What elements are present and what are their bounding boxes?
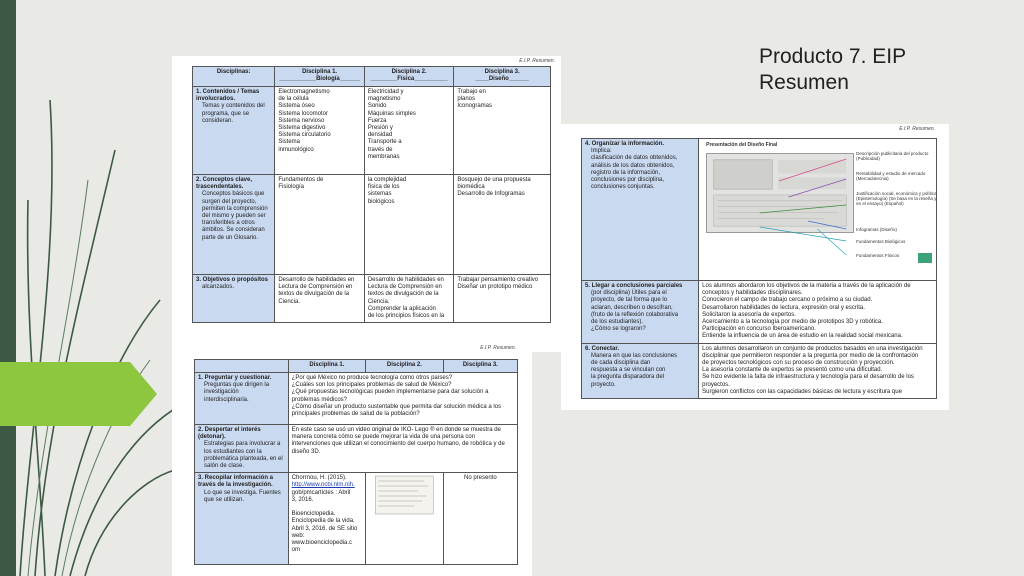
row-head-sub: conclusiones por disciplina, (591, 177, 665, 184)
row-head-sub: proyecto. (591, 381, 616, 388)
row-head-sub: registro de la información, (591, 169, 661, 176)
row-head-sub: alcanzados. (202, 284, 235, 291)
row-head-sub: de los estudiantes). (591, 319, 644, 326)
doc3-row-5 (582, 281, 937, 344)
row-head-title: 3. Recopilar información a través de la investigación. (198, 475, 274, 489)
cell-line (292, 504, 363, 511)
row-head-sub: Manera en que las conclusiones (591, 352, 678, 359)
doc1-row-1-c1 (275, 87, 365, 175)
cell-line: proyectos. (702, 381, 730, 388)
cell-line: gob/pmcarticles : Abril (291, 489, 351, 496)
doc2-header-row (195, 360, 518, 373)
doc1-row-1 (193, 87, 551, 175)
cell-line: Bosquejo de una propuesta (457, 177, 531, 183)
doc3-row-6 (582, 343, 937, 398)
row-head-title: 5. Llegar a conclusiones parciales (585, 283, 683, 289)
doc2-row-2-head (195, 425, 289, 473)
cell-line: ¿Cuáles son los principales problemas de salud de México? (291, 382, 452, 389)
cell-line: la complejidad (367, 177, 407, 183)
cell-line: Electromagnetismo (278, 89, 330, 95)
cell-line: Bioenciclopedia. (291, 511, 336, 518)
row-head-sub: Temas y contenidos del programa, que se consideran. (202, 103, 265, 124)
cell-line: física de los (367, 184, 400, 191)
cell-line: sistemas (367, 191, 392, 198)
cell-line: 3, 2016. (291, 496, 314, 503)
row-head-sub: la pregunta disparadora del (591, 374, 665, 381)
cell-line: Iconogramas (457, 103, 493, 110)
doc3-row-4-head (582, 139, 699, 281)
doc2-row-3 (195, 473, 518, 565)
cell-line: densidad (367, 132, 393, 139)
row-head-sub: Lo que se investiga. Fuentes que se utilizan. (204, 489, 281, 503)
annotation-publicity: Descripción publicitaria del producto (Publicidad) (856, 151, 929, 161)
cell-line: Solicitaron la asesoría de expertos. (702, 311, 796, 318)
cell-line: Participación en concurso Iberoamericano. (702, 326, 816, 333)
doc2-row-1-body (288, 373, 517, 425)
row-head-sub: análisis de los datos obtenidos, (591, 162, 675, 169)
cell-line: Lectura de Comprensión en (367, 284, 442, 291)
cell-line: Trabajar pensamiento creativo (457, 277, 539, 283)
row-head-sub: (fruto de la reflexión colaborativa (591, 311, 679, 318)
doc1-col-head-0: Disciplinas: (193, 67, 275, 87)
cell-line: Los alumnos desarrollaron un conjunto de productos basados en una investigación (702, 345, 923, 352)
cell-line: conceptos y habilidades disciplinares. (702, 290, 803, 297)
doc2-col-head-3: Disciplina 3. (443, 360, 517, 373)
doc2-col-head-1: Disciplina 1. (288, 360, 366, 373)
doc1-row-2-c1 (275, 175, 365, 275)
cell-line: Sistema (278, 139, 301, 146)
doc1-row-3-head (193, 275, 275, 323)
cell-line: Lectura de Comprensión en (278, 284, 353, 291)
document-page-3 (561, 124, 949, 410)
cell-line: de proyectos tecnológicos con su proceso de construcción y proyección. (702, 360, 895, 367)
slide-title-line2: Resumen (759, 71, 849, 94)
doc2-row-1 (195, 373, 518, 425)
annotation-physics: Fundamentos Físicos (856, 253, 900, 258)
doc1-row-1-c2 (364, 87, 454, 175)
cell-line: inmunológico (278, 146, 314, 153)
doc3-row-4-image-cell (699, 139, 937, 281)
grass-decoration (0, 0, 200, 576)
row-head-title: 3. Objetivos o propósitos (196, 277, 269, 283)
doc1-header-note: E.I.P. Resumen. (519, 58, 555, 64)
row-head-sub: de cada disciplina dan (591, 360, 651, 367)
doc1-col-head-1: Disciplina 1. ___________Biología______ (275, 67, 365, 87)
cell-line: Transporte a (367, 139, 402, 146)
cell-line: ¿Qué propuestas tecnológicas pueden implementarse para dar solución a (291, 389, 489, 396)
doc2-col-head-2: Disciplina 2. (366, 360, 444, 373)
doc2-row-3-c3 (443, 473, 517, 565)
row-head-title: 1. Contenidos / Temas involucrados. (196, 89, 260, 103)
row-head-title: 1. Preguntar y cuestionar. (198, 375, 272, 381)
doc3-row-6-body (699, 343, 937, 398)
annotation-marketing: Rentabilidad y estudio de mercado (Mercadotecnia) (856, 171, 926, 181)
cell-line: ¿Por qué México no produce tecnología como otros países? (291, 375, 453, 381)
doc1-table (192, 66, 551, 323)
doc3-table (581, 138, 937, 399)
cell-line: Surgieron conflictos con las capacidades básicas de lectura y escritura que (702, 388, 902, 395)
doc2-table (194, 359, 518, 565)
row-head-sub: Estrategias para involucrar a los estudiantes con la problemática planteada, en el salón de clase. (204, 441, 283, 470)
doc2-row-2 (195, 425, 518, 473)
cell-line: En este caso se usó un video original de IKO- Lego ® en donde se muestra de (291, 427, 501, 433)
cell-line: diseño 3D. (291, 448, 321, 455)
cell-line: Electricidad y (367, 89, 404, 95)
doc1-col-head-2: Disciplina 2. ________Física__________ (364, 67, 454, 87)
cell-line: Desarrollo de habilidades en (278, 277, 355, 283)
cell-line: biomédica (457, 184, 485, 191)
cell-line: Desarrollaron habilidades de lectura, expresión oral y escrita. (702, 304, 865, 311)
cell-line: través de (367, 146, 393, 153)
doc1-row-2 (193, 175, 551, 275)
cell-line: manera concreta cómo se puede mejorar la vida de una persona con (291, 434, 476, 441)
cell-line: Fisiología (278, 184, 305, 191)
row-head-sub: Preguntas que dirigen la investigación interdisciplinaria. (204, 382, 270, 403)
row-head-sub: conclusiones conjuntas. (591, 184, 655, 191)
cell-line: membranas (367, 153, 400, 160)
cell-line: Ciencia. (278, 298, 301, 305)
row-head-sub: aclaran, describen o descifran, (591, 304, 673, 311)
cell-line: web: (291, 532, 305, 539)
cell-line: Desarrollo de habilidades en (367, 277, 444, 283)
green-arrow-shape (0, 362, 157, 426)
doc3-row-6-head (582, 343, 699, 398)
cell-line: planos (457, 96, 476, 103)
doc1-row-3-c3 (454, 275, 551, 323)
cell-line: Los alumnos abordaron los objetivos de la materia a través de la aplicación de (702, 283, 911, 289)
document-page-1 (172, 56, 561, 352)
scanned-notes-thumbnail (369, 475, 440, 515)
doc3-row-5-head (582, 281, 699, 344)
cell-line: ¿Cómo diseñar un producto sustentable que permita dar solución médica a los (291, 403, 502, 410)
doc2-col-head-0 (195, 360, 289, 373)
small-logo (918, 253, 932, 263)
doc1-row-3-c2 (364, 275, 454, 323)
cell-line: Sistema locomotor (278, 110, 329, 117)
doc2-row-1-head (195, 373, 289, 425)
cell-line: de la célula (278, 96, 309, 103)
cell-line: Se hizo evidente la falta de infraestructura y tecnología para el desarrollo de los (702, 374, 914, 381)
cell-line: Presión y (367, 125, 393, 132)
doc1-row-1-head (193, 87, 275, 175)
row-head-sub: ¿Cómo se lograron? (591, 326, 646, 333)
cell-line: Abril 3, 2016. de SE sitio (291, 525, 358, 532)
cell-line: disciplinar que permitieron responder a la pregunta por medio de la confrontación (702, 352, 919, 359)
row-head-title: 6. Conectar. (585, 345, 620, 352)
cell-line: Comprender la aplicación (367, 305, 436, 312)
doc1-row-2-c3 (454, 175, 551, 275)
cell-line: problemas médicos? (291, 396, 348, 403)
cell-line: Acercamiento a la tecnología por medio de prototipos 3D y robótica. (702, 319, 883, 326)
cell-line: textos de divulgación de la (278, 291, 350, 298)
cell-line: Sistema óseo (278, 103, 315, 110)
cell-line: principales problemas de salud de la población? (291, 411, 420, 418)
cell-line: No presento (464, 475, 497, 482)
cell-line: Diseñar un prototipo médico (457, 284, 533, 291)
cell-line: Fundamentos de (278, 177, 324, 183)
row-head-title: 4. Organizar la información. (585, 141, 665, 147)
cell-line: Chorrnou, H. (2015). (291, 475, 347, 482)
row-head-title: 2. Despertar el interés (detonar). (198, 427, 261, 441)
cell-line: magnetismo (367, 96, 401, 103)
doc2-header-note: E.I.P. Resumen. (480, 345, 516, 351)
cell-line: textos de divulgación de la (367, 291, 439, 298)
cell-line: Máquinas simples (367, 110, 416, 117)
doc1-row-2-c2 (364, 175, 454, 275)
row-head-sub: Conceptos básicos que surgen del proyecto, permiten la comprensión del mismo y pueden ser transferibles a otros ámbitos. Se consideran parte de un Glosario. (202, 191, 268, 241)
row-head-sub: proyecto, de tal forma que lo (591, 297, 668, 304)
row-head-sub: clasificación de datos obtenidos, (591, 155, 678, 162)
cell-line: Trabajo en (457, 89, 486, 95)
doc2-row-3-c2 (366, 473, 444, 565)
doc3-row-4 (582, 139, 937, 281)
row-head-sub: Implica: (591, 148, 612, 155)
doc2-row-3-c1 (288, 473, 366, 565)
row-head-sub: respuesta a se vinculan con (591, 367, 666, 374)
doc3-header-note: E.I.P. Resumen. (899, 126, 935, 132)
cell-line: Enciclopedia de la vida. (291, 518, 355, 525)
cell-line: biológicos (367, 198, 395, 205)
doc2-row-2-body (288, 425, 517, 473)
cell-line: Conocieron el campo de trabajo cercano o próximo a su ciudad. (702, 297, 873, 304)
annotation-biology: Fundamentos Biológicos (856, 239, 906, 244)
cell-line: intervenciones que utilizan el conocimiento del cuerpo humano, de robótica y de (291, 441, 505, 448)
cell-line: Desarrollo de Infogramas (457, 191, 525, 198)
cell-line: de los principios físicos en la (367, 313, 445, 320)
doc2-row-3-head (195, 473, 289, 565)
cell-line: Fuerza (367, 117, 387, 124)
doc1-row-3 (193, 275, 551, 323)
cell-line: Sonido (367, 103, 387, 110)
document-page-2 (172, 343, 532, 576)
source-link[interactable]: http://www.ncbi.nlm.nih. (291, 482, 355, 489)
cell-line: Sistema nervioso (278, 117, 325, 124)
cell-line: Sistema circulatorio (278, 132, 331, 139)
doc3-row-5-body (699, 281, 937, 344)
annotation-epistemology: Justificación social, económica y política (Epistemología) (Se basa en la reseña y en el ensayo) (Español) (856, 191, 937, 206)
slide-title (759, 44, 906, 96)
doc1-row-3-c1 (275, 275, 365, 323)
image-title: Presentación del Diseño Final (706, 142, 778, 148)
doc1-header-row (193, 67, 551, 87)
doc1-row-2-head (193, 175, 275, 275)
cell-line: om (291, 547, 300, 554)
cell-line: Ciencia. (367, 298, 390, 305)
row-head-title: 2. Conceptos clave, trascendentales. (196, 177, 253, 191)
cell-line: www.bioenciclopedia.c (291, 540, 353, 547)
cell-line: Sistema digestivo (278, 125, 326, 132)
cell-line: La asesoría constante de expertos se presentó como una dificultad. (702, 367, 883, 374)
doc1-row-1-c3 (454, 87, 551, 175)
doc1-col-head-3: Disciplina 3. ____Diseño______ (454, 67, 551, 87)
slide-title-line1: Producto 7. EIP (759, 45, 907, 68)
row-head-sub: (por disciplina) Útiles para el (591, 290, 667, 297)
cell-line: Entiende la influencia de un área de estudio en la realidad social mexicana. (702, 333, 903, 340)
annotation-infographics: Infogramas (Diseño) (856, 227, 897, 232)
